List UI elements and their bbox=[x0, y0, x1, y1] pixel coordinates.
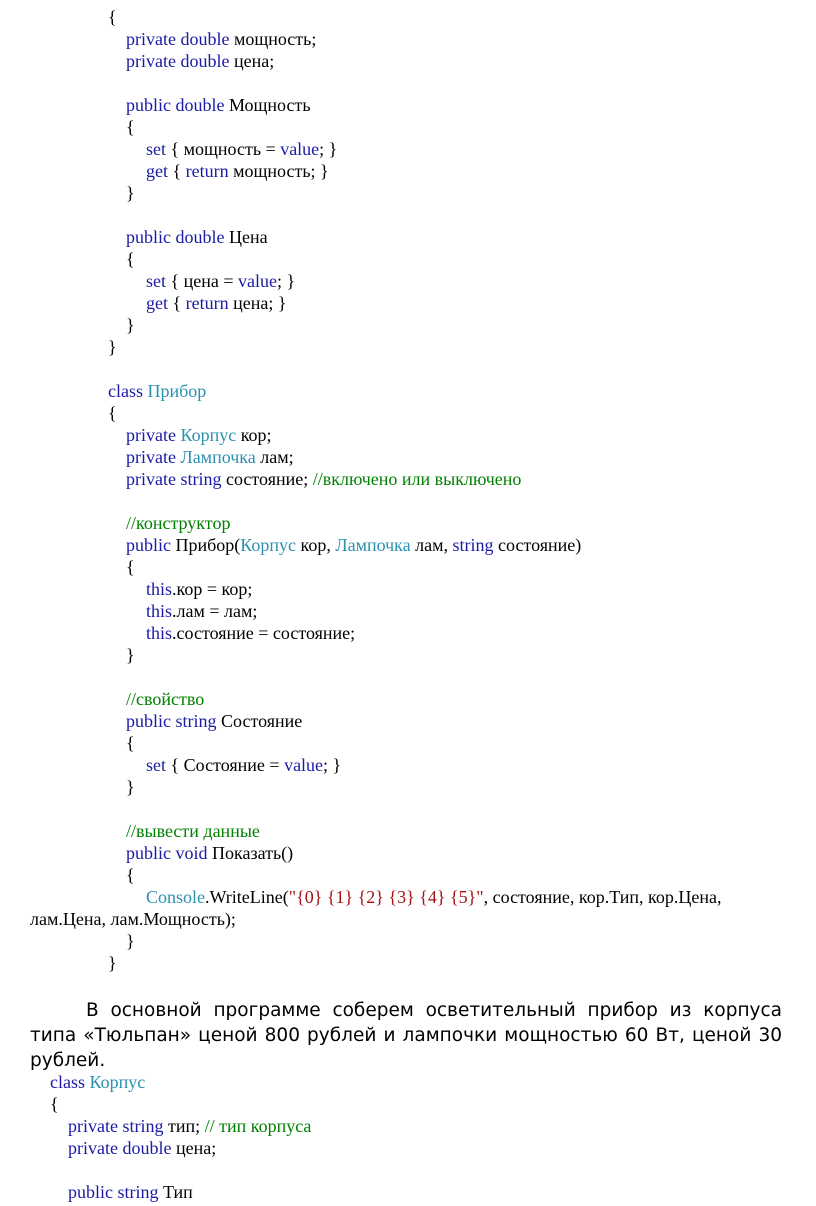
keyword: private double bbox=[126, 29, 230, 49]
code-comment-constructor bbox=[126, 512, 230, 534]
writeline-statement bbox=[146, 886, 721, 908]
keyword: private string bbox=[68, 1116, 164, 1136]
brace-open bbox=[126, 116, 135, 138]
code-text: , состояние, кор.Тип, кор.Цена, bbox=[483, 887, 722, 907]
keyword: public void bbox=[126, 843, 208, 863]
identifier: мощность; bbox=[229, 29, 317, 49]
field-declaration-price bbox=[126, 50, 274, 72]
keyword: private double bbox=[126, 51, 230, 71]
keyword: public double bbox=[126, 95, 225, 115]
code-text: } bbox=[108, 337, 117, 357]
keyword: private double bbox=[68, 1138, 172, 1158]
code-text: цена; } bbox=[228, 293, 287, 313]
code-text: { bbox=[126, 865, 135, 885]
code-text: .состояние = состояние; bbox=[172, 623, 356, 643]
keyword: this bbox=[146, 579, 173, 599]
code-text: } bbox=[126, 777, 135, 797]
code-comment: //вывести данные bbox=[126, 821, 260, 841]
type-name: Корпус bbox=[85, 1072, 146, 1092]
code-text: ; } bbox=[277, 271, 296, 291]
setter-price bbox=[146, 270, 295, 292]
field-declaration-state bbox=[126, 468, 521, 490]
field-declaration-power bbox=[126, 28, 316, 50]
keyword: value bbox=[280, 139, 320, 159]
code-comment: //свойство bbox=[126, 689, 205, 709]
identifier: тип; bbox=[163, 1116, 205, 1136]
brace-open bbox=[108, 402, 117, 424]
brace-open bbox=[126, 864, 135, 886]
keyword: set bbox=[146, 139, 166, 159]
field-declaration-lamp bbox=[126, 446, 294, 468]
keyword: class bbox=[108, 381, 143, 401]
brace-close bbox=[126, 776, 135, 798]
code-text: } bbox=[126, 315, 135, 335]
keyword: value bbox=[238, 271, 278, 291]
keyword: private string bbox=[126, 469, 222, 489]
identifier: Прибор( bbox=[171, 535, 241, 555]
identifier: лам; bbox=[255, 447, 294, 467]
body-paragraph: В основной программе соберем осветительный прибор из корпуса типа «Тюльпан» ценой 800 рублей и лампочки мощностью 60 Вт, ценой 30 рублей. bbox=[30, 1000, 782, 1071]
keyword: string bbox=[452, 535, 494, 555]
code-text: .кор = кор; bbox=[172, 579, 253, 599]
keyword: set bbox=[146, 271, 166, 291]
code-text: } bbox=[126, 183, 135, 203]
code-text: { bbox=[108, 403, 117, 423]
identifier: Тип bbox=[158, 1182, 193, 1202]
method-show-declaration bbox=[126, 842, 293, 864]
property-state-declaration bbox=[126, 710, 302, 732]
brace-open bbox=[126, 248, 135, 270]
brace-close bbox=[108, 336, 117, 358]
setter-power bbox=[146, 138, 337, 160]
keyword: return bbox=[185, 161, 229, 181]
constructor-declaration bbox=[126, 534, 581, 556]
keyword: private bbox=[126, 425, 176, 445]
code-comment: // тип корпуса bbox=[204, 1116, 312, 1136]
keyword: get bbox=[146, 161, 168, 181]
keyword: public string bbox=[126, 711, 217, 731]
keyword: public bbox=[126, 535, 171, 555]
code-text: .WriteLine( bbox=[205, 887, 289, 907]
code-comment-show bbox=[126, 820, 260, 842]
code-text: { bbox=[126, 117, 135, 137]
brace-close bbox=[126, 644, 135, 666]
class-device-declaration bbox=[108, 380, 206, 402]
identifier: кор, bbox=[296, 535, 336, 555]
identifier: лам, bbox=[410, 535, 453, 555]
keyword: set bbox=[146, 755, 166, 775]
identifier: состояние; bbox=[221, 469, 313, 489]
code-text: } bbox=[126, 931, 135, 951]
string-literal: "{0} {1} {2} {3} {4} {5}" bbox=[288, 887, 484, 907]
identifier: цена; bbox=[171, 1138, 217, 1158]
type-name: Лампочка bbox=[335, 535, 411, 555]
code-text: { bbox=[168, 161, 186, 181]
code-text: } bbox=[108, 953, 117, 973]
code-text: { bbox=[50, 1094, 59, 1114]
class-case-declaration bbox=[50, 1071, 145, 1093]
code-text: { bbox=[126, 733, 135, 753]
type-name: Console bbox=[146, 887, 206, 907]
brace-open bbox=[50, 1093, 59, 1115]
property-price-declaration bbox=[126, 226, 268, 248]
field-declaration-type bbox=[68, 1115, 311, 1137]
identifier: состояние) bbox=[493, 535, 582, 555]
property-type-declaration bbox=[68, 1181, 193, 1203]
type-name: Прибор bbox=[143, 381, 207, 401]
code-text: { мощность = bbox=[166, 139, 281, 159]
code-text: мощность; } bbox=[228, 161, 329, 181]
type-name: Корпус bbox=[240, 535, 297, 555]
getter-power bbox=[146, 160, 329, 182]
field-declaration-case bbox=[126, 424, 272, 446]
writeline-continuation bbox=[30, 908, 236, 930]
code-text: ; } bbox=[323, 755, 342, 775]
identifier: кор; bbox=[236, 425, 272, 445]
code-text: } bbox=[126, 645, 135, 665]
keyword: this bbox=[146, 601, 173, 621]
code-text: { bbox=[108, 7, 117, 27]
identifier: Состояние bbox=[216, 711, 303, 731]
code-text: { bbox=[168, 293, 186, 313]
keyword: public string bbox=[68, 1182, 159, 1202]
identifier: Показать() bbox=[207, 843, 294, 863]
code-text: { bbox=[126, 249, 135, 269]
type-name: Корпус bbox=[175, 425, 237, 445]
code-text: .лам = лам; bbox=[172, 601, 258, 621]
identifier: Цена bbox=[224, 227, 268, 247]
field-declaration-price bbox=[68, 1137, 216, 1159]
constructor-statement bbox=[146, 600, 257, 622]
brace-close bbox=[126, 314, 135, 336]
keyword: value bbox=[284, 755, 324, 775]
code-text: ; } bbox=[319, 139, 338, 159]
code-text: лам.Цена, лам.Мощность); bbox=[30, 909, 236, 929]
type-name: Лампочка bbox=[175, 447, 256, 467]
code-comment: //включено или выключено bbox=[312, 469, 522, 489]
keyword: class bbox=[50, 1072, 85, 1092]
brace-open bbox=[108, 6, 117, 28]
setter-state bbox=[146, 754, 341, 776]
constructor-statement bbox=[146, 622, 355, 644]
keyword: public double bbox=[126, 227, 225, 247]
keyword: get bbox=[146, 293, 168, 313]
keyword: return bbox=[185, 293, 229, 313]
identifier: цена; bbox=[229, 51, 275, 71]
code-text: { bbox=[126, 557, 135, 577]
keyword: this bbox=[146, 623, 173, 643]
code-text: { цена = bbox=[166, 271, 239, 291]
property-power-declaration bbox=[126, 94, 311, 116]
brace-open bbox=[126, 732, 135, 754]
constructor-statement bbox=[146, 578, 252, 600]
keyword: private bbox=[126, 447, 176, 467]
brace-close bbox=[108, 952, 117, 974]
brace-close bbox=[126, 182, 135, 204]
getter-price bbox=[146, 292, 287, 314]
brace-open bbox=[126, 556, 135, 578]
code-text: { Состояние = bbox=[166, 755, 285, 775]
brace-close bbox=[126, 930, 135, 952]
code-comment: //конструктор bbox=[126, 513, 231, 533]
code-comment-property bbox=[126, 688, 204, 710]
identifier: Мощность bbox=[224, 95, 311, 115]
